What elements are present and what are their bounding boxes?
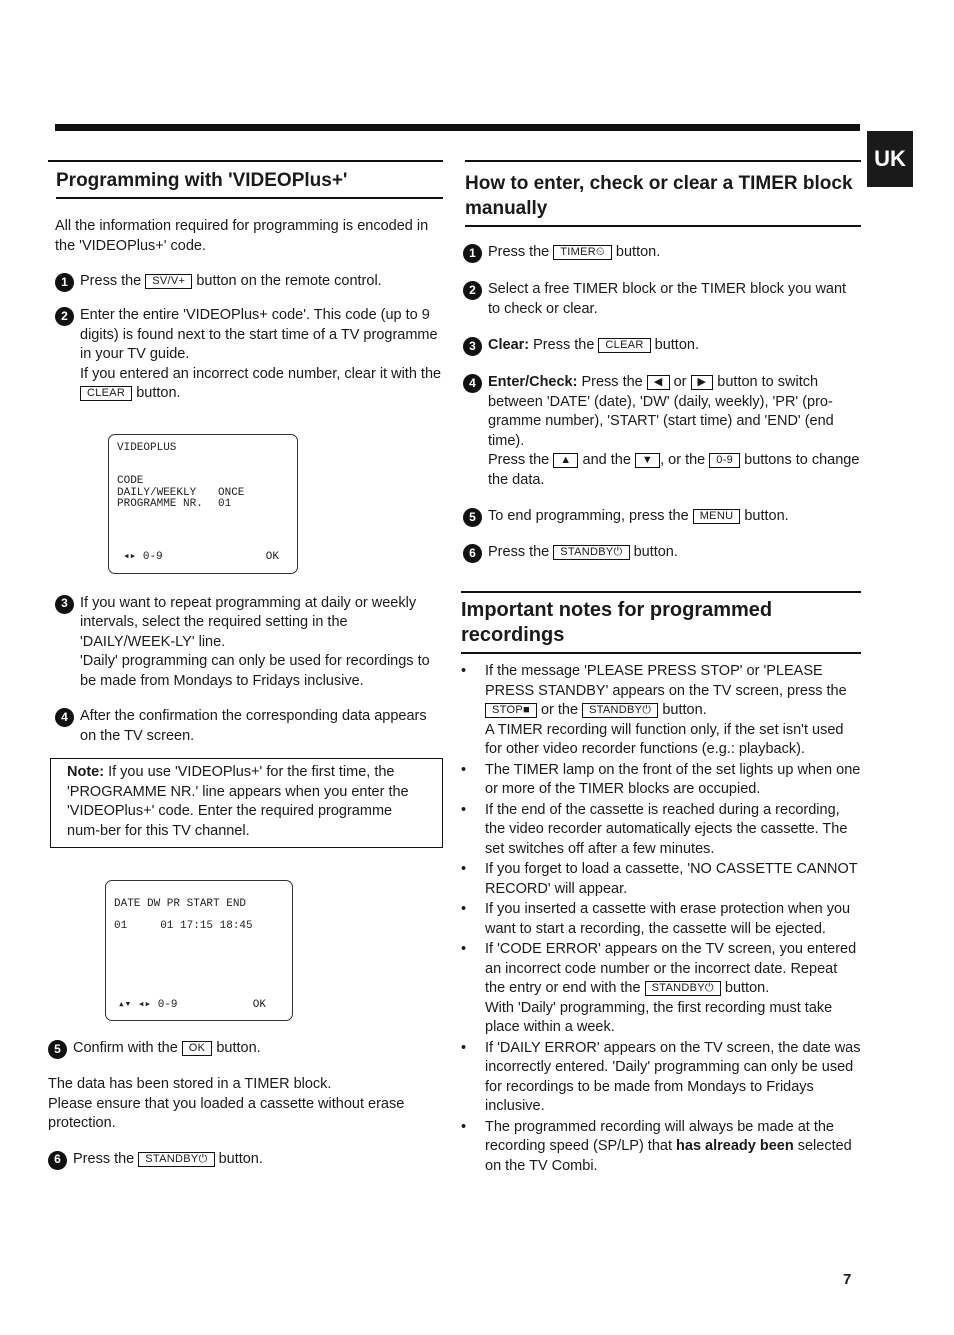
standby-key: STANDBY⏻ <box>553 545 629 560</box>
step-number: 3 <box>55 595 74 614</box>
standby-key: STANDBY⏻ <box>645 981 721 996</box>
sv-v-plus-key: SV/V+ <box>145 274 192 289</box>
videoplus-intro: All the information required for programming is encoded in the 'VIDEOPlus+' code. <box>55 218 429 254</box>
videoplus-step-1: 1 Press the SV/V+ button on the remote control. <box>55 272 443 292</box>
menu-key: MENU <box>693 509 741 524</box>
videoplus-step-5: 5 Confirm with the OK button. <box>48 1039 443 1059</box>
list-item: • The programmed recording will always be made at the recording speed (SP/LP) that has already been selected on the TV Combi. <box>461 1118 861 1177</box>
top-rule <box>55 124 860 131</box>
timer-step-5: 5 To end programming, press the MENU button. <box>463 507 861 527</box>
stored-message: The data has been stored in a TIMER block. <box>48 1076 332 1092</box>
step-number: 5 <box>48 1040 67 1059</box>
notes-list <box>461 662 861 1176</box>
step-number: 6 <box>48 1151 67 1170</box>
left-column <box>48 160 443 1170</box>
step-number: 6 <box>463 544 482 563</box>
number-keys: 0-9 <box>709 453 740 468</box>
page-number: 7 <box>843 1271 852 1288</box>
videoplus-tv-screen: VIDEOPLUS CODE DAILY/WEEKLY ONCE PROGRAMME NR. 01 ◂▸ 0-9 OK <box>108 434 298 574</box>
list-item: • If you forget to load a cassette, 'NO CASSETTE CANNOT RECORD' will appear. <box>461 860 861 899</box>
list-item: • If the message 'PLEASE PRESS STOP' or 'PLEASE PRESS STANDBY' appears on the TV screen, press the STOP■ or the STANDBY⏻ button. A TIMER recording will function only, if the set isn't used for other video recorder functions (e.g.: playback). <box>461 662 861 760</box>
erase-protection-message: Please ensure that you loaded a cassette without erase protection. <box>48 1095 405 1131</box>
right-arrow-key: ▶ <box>691 375 714 390</box>
videoplus-step-3: 3 If you want to repeat programming at daily or weekly intervals, select the required setting in the 'DAILY/WEEK-LY' line. 'Daily' programming can only be used for recordings to be made from Mondays to Fridays inclusive. <box>55 594 443 692</box>
ok-key: OK <box>182 1041 213 1056</box>
timer-step-6: 6 Press the STANDBY⏻ button. <box>463 543 861 563</box>
step-number: 2 <box>463 281 482 300</box>
up-arrow-key: ▲ <box>553 453 578 468</box>
timer-key: TIMER⏲ <box>553 245 612 260</box>
step-number: 1 <box>55 273 74 292</box>
list-item: • The TIMER lamp on the front of the set lights up when one or more of the TIMER blocks are occupied. <box>461 761 861 800</box>
list-item: • If the end of the cassette is reached during a recording, the video recorder automatically ejects the cassette. The set switches off after a few minutes. <box>461 801 861 860</box>
step-number: 3 <box>463 337 482 356</box>
step-number: 4 <box>463 374 482 393</box>
standby-key: STANDBY⏻ <box>582 703 658 718</box>
videoplus-step-2: 2 Enter the entire 'VIDEOPlus+ code'. This code (up to 9 digits) is found next to the start time of a TV programme in your TV guide. If you entered an incorrect code number, clear it with the CLEAR button. <box>55 306 443 404</box>
list-item: • If you inserted a cassette with erase protection when you want to start a recording, the cassette will be ejected. <box>461 900 861 939</box>
standby-key: STANDBY⏻ <box>138 1152 214 1167</box>
right-column <box>461 160 861 1176</box>
step-number: 2 <box>55 307 74 326</box>
left-arrow-key: ◀ <box>647 375 670 390</box>
videoplus-heading: Programming with 'VIDEOPlus+' <box>56 162 443 199</box>
clear-key: CLEAR <box>598 338 650 353</box>
timer-step-1: 1 Press the TIMER⏲ button. <box>463 243 861 263</box>
clear-key: CLEAR <box>80 386 132 401</box>
step-number: 4 <box>55 708 74 727</box>
first-time-note: Note: If you use 'VIDEOPlus+' for the first time, the 'PROGRAMME NR.' line appears when you enter the 'VIDEOPlus+' code. Enter the required programme num-ber for this TV channel. <box>50 758 443 848</box>
timer-step-4: 4 Enter/Check: Press the ◀ or ▶ button to switch between 'DATE' (date), 'DW' (daily, weekly), 'PR' (pro-gramme number), 'START' (start time) and 'END' (end time). Press the ▲ and the ▼ , or the 0-9 buttons to change the data. <box>463 373 861 490</box>
step-number: 1 <box>463 244 482 263</box>
videoplus-step-6: 6 Press the STANDBY⏻ button. <box>48 1150 443 1170</box>
timer-step-3: 3 Clear: Press the CLEAR button. <box>463 336 861 356</box>
down-arrow-key: ▼ <box>635 453 660 468</box>
stop-key: STOP■ <box>485 703 537 718</box>
notes-heading: Important notes for programmed recordings <box>461 593 861 654</box>
videoplus-step-4: 4 After the confirmation the corresponding data appears on the TV screen. <box>55 707 443 746</box>
timer-manual-heading: How to enter, check or clear a TIMER block manually <box>465 162 861 227</box>
language-tab: UK <box>867 131 913 187</box>
timer-step-2: 2 Select a free TIMER block or the TIMER block you want to check or clear. <box>463 280 861 319</box>
step-number: 5 <box>463 508 482 527</box>
list-item: • If 'DAILY ERROR' appears on the TV screen, the date was incorrectly entered. 'Daily' programming can only be used for recordings to be made from Mondays to Fridays inclusive. <box>461 1039 861 1117</box>
timer-tv-screen: DATE DW PR START END 01 01 17:15 18:45 ▴▾ ◂▸ 0-9 OK <box>105 880 293 1021</box>
list-item: • If 'CODE ERROR' appears on the TV screen, you entered an incorrect code number or the incorrect date. Repeat the entry or end with the STANDBY⏻ button. With 'Daily' programming, the first recording must take place within a week. <box>461 940 861 1038</box>
